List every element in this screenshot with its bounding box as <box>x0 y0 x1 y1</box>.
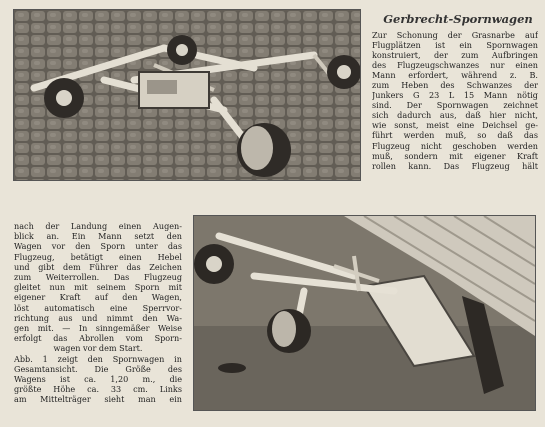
text-line: blick an. Ein Mann setzt den <box>14 231 182 242</box>
text-line: Wagen vor den Sporn unter das <box>14 241 182 252</box>
text-line: Zur Schonung der Grasnarbe auf <box>372 30 538 40</box>
text-line: nach der Landung einen Augen- <box>14 221 182 231</box>
article-title: Gerbrecht-Spornwagen <box>383 12 533 26</box>
text-column-right <box>372 30 538 171</box>
text-line: des Flugzeugschwanzes nur einen <box>372 60 538 71</box>
text-line: gen mit. — In sinngemäßer Weise <box>14 323 182 334</box>
text-line: wagen vor dem Start. <box>53 343 143 354</box>
text-line: löst automatisch eine Sperrvor- <box>14 302 182 313</box>
text-line: sich dadurch aus, daß hier nicht, <box>372 110 538 121</box>
text-line: größte Höhe ca. 33 cm. Links <box>14 384 182 395</box>
text-line: gleitet nun mit seinem Sporn mit <box>14 282 182 293</box>
text-line: wie sonst, meist eine Deichsel ge- <box>372 120 538 131</box>
photo-spornwagen-under-tail <box>193 215 536 411</box>
text-line: führt werden muß, so daß das <box>372 130 538 141</box>
photo-spornwagen-overview-image <box>14 10 360 180</box>
text-line: rollen kann. Das Flugzeug hält <box>372 160 538 171</box>
text-line: Flugzeug nicht geschoben werden <box>372 140 538 151</box>
text-line: am Mittelträger sieht man ein <box>14 394 182 405</box>
text-line: konstruiert, der zum Aufbringen <box>372 50 538 61</box>
text-line: Gesamtansicht. Die Größe des <box>14 363 182 374</box>
text-line: eigener Kraft auf den Wagen, <box>14 292 182 303</box>
photo-spornwagen-under-tail-image <box>194 216 535 410</box>
text-line: zum Weiterrollen. Das Flugzeug <box>14 272 182 283</box>
text-line: sind. Der Spornwagen zeichnet <box>372 100 538 111</box>
text-column-left <box>14 221 182 405</box>
photo-spornwagen-overview <box>13 9 361 181</box>
text-line: Flugzeug, betätigt einen Hebel <box>14 251 182 262</box>
text-line: Junkers G 23 L 15 Mann nötig <box>372 90 538 101</box>
text-line: und gibt dem Führer das Zeichen <box>14 261 182 272</box>
text-line: Wagens ist ca. 1,20 m., die <box>14 374 182 385</box>
text-line: Flugplätzen ist ein Spornwagen <box>372 40 538 51</box>
text-line: Abb. 1 zeigt den Spornwagen in <box>14 353 182 364</box>
text-line: Mann erfordert, während z. B. <box>372 70 538 81</box>
text-line: richtung aus und nimmt den Wa- <box>14 312 182 323</box>
text-line: muß, sondern mit eigener Kraft <box>372 150 538 161</box>
text-line: zum Heben des Schwanzes der <box>372 80 538 91</box>
text-line: erfolgt das Abrollen vom Sporn- <box>14 333 182 344</box>
